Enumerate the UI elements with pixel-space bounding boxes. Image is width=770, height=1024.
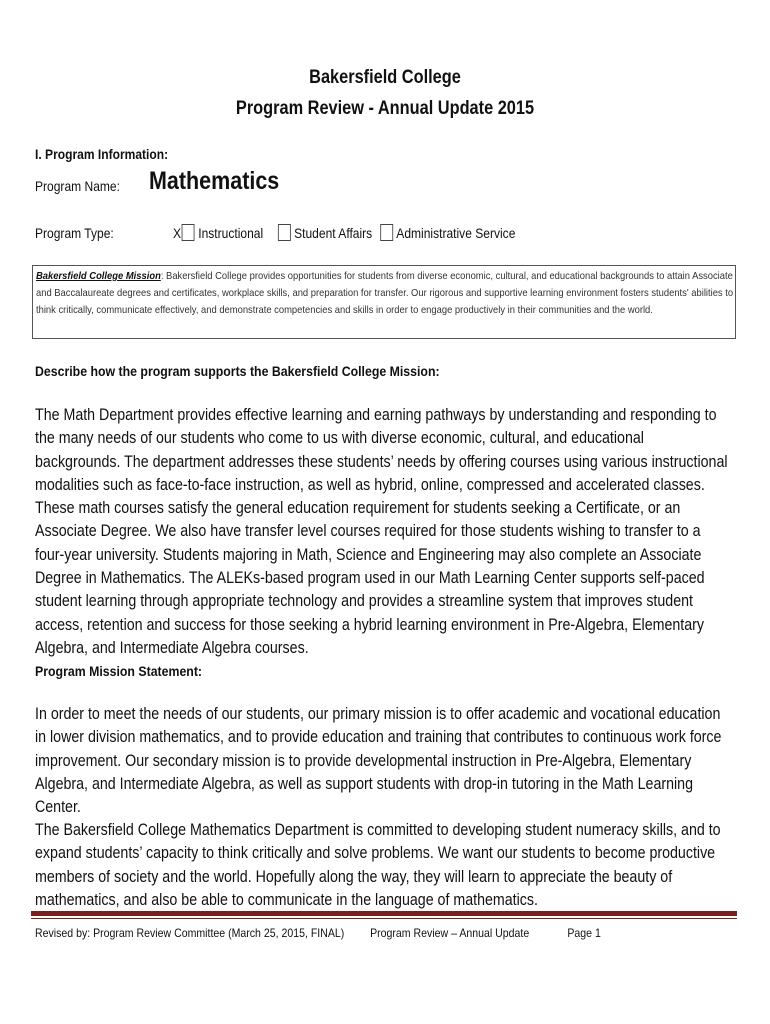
type-option-administrative[interactable] [380,224,515,241]
mission-statement-paragraph-2: The Bakersfield College Mathematics Department is committed to developing student numeracy skills, and to expand students’ capacity to think critically and solve problems. We want our students to become productive members of society and the world. Hopefully along the way, they will learn to appreciate the beauty of mathematics, and also be able to communicate in the language of mathematics. [35,821,721,909]
checkbox-student-affairs-icon [278,224,291,241]
type-option-student-affairs[interactable] [278,224,372,241]
program-type-options [173,224,580,241]
checkbox-instructional-icon [182,224,195,241]
checkbox-administrative-icon [380,224,393,241]
mission-statement-paragraph-1: In order to meet the needs of our students, our primary mission is to offer academic and vocational education in lower division mathematics, and to provide education and training that contributes to continuous work force improvement. Our secondary mission is to provide developmental instruction in Pre-Algebra, Elementary Algebra, and Intermediate Algebra, as well as support students with drop-in tutoring in the Math Learning Center. [35,705,722,817]
college-mission-box [32,265,736,339]
footer-doc-name: Program Review – Annual Update [370,926,530,940]
student-affairs-label: Student Affairs [294,224,373,241]
support-paragraph: The Math Department provides effective learning and earning pathways by understanding and responding to the many needs of our students who come to us with diverse economic, cultural, and educational backgrounds. The department addresses these students’ needs by offering courses using various instructional modalities such as face-to-face instruction, as well as hybrid, online, compressed and accelerated classes. These math courses satisfy the general education requirement for students seeking a Certificate, or an Associate Degree. We also have transfer level courses required for those students wishing to transfer to a four-year university. Students majoring in Math, Science and Engineering may also complete an Associate Degree in Mathematics. The ALEKs-based program used in our Math Learning Center supports self-paced student learning through appropriate technology and provides a streamline system that improves student access, retention and success for those seeking a hybrid learning environment in Pre-Algebra, Elementary Algebra, and Intermediate Algebra courses. [35,406,728,657]
program-type-label: Program Type: [35,225,114,241]
program-name-value: Mathematics [149,167,280,195]
footer-page-number: Page 1 [567,926,601,940]
college-mission-label: Bakersfield College Mission [36,270,161,282]
college-mission-text: : Bakersfield College provides opportunities for students from diverse economic, cultural, and educational backgrounds to attain Associate and Baccalaureate degrees and certificates, workplace skills, and preparation for transfer. Our rigorous and supportive learning environment fosters students' abilities to think critically, communicate effectively, and demonstrate competencies and skills in order to engage productively in their communities and the world. [36,270,734,317]
review-title: Program Review - Annual Update 2015 [235,98,535,119]
page-footer [35,926,601,940]
checked-mark: X [173,224,182,241]
footer-revised: Revised by: Program Review Committee (March 25, 2015, FINAL) [35,926,345,940]
footer-rule-thin [31,918,737,919]
instructional-label: Instructional [198,224,264,241]
program-information-heading: I. Program Information: [35,146,169,162]
type-option-instructional[interactable] [173,224,263,241]
college-name: Bakersfield College [309,67,461,88]
mission-statement-heading: Program Mission Statement: [35,663,203,679]
program-name-label: Program Name: [35,178,120,194]
document-title [0,62,770,124]
footer-rule [31,911,737,916]
support-heading: Describe how the program supports the Bakersfield College Mission: [35,363,440,379]
administrative-label: Administrative Service [396,224,516,241]
